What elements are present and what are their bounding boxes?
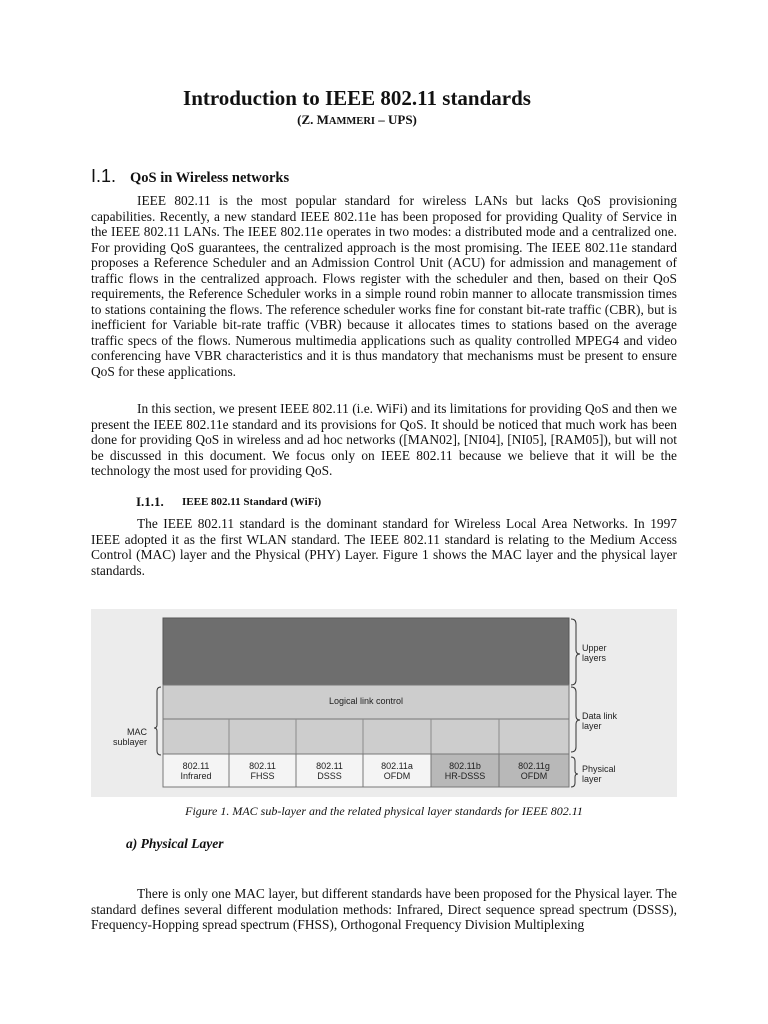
upper-layers-block bbox=[163, 618, 569, 685]
paragraph-section-overview: In this section, we present IEEE 802.11 (i.e. WiFi) and its limitations for providing QoS and then we present the IEEE 802.11e standard and its provisions for QoS. It should be noticed that much work has been done for providing QoS in wireless and ad hoc networks ([MAN02], [NI04], [NI05], [RAM05]), but will not be discussed in this document. We focus only on IEEE 802.11 because we believe that it will be the technology the most used for providing QoS. bbox=[91, 401, 677, 478]
right-brackets bbox=[571, 619, 580, 787]
mac-sublayer-block bbox=[163, 719, 569, 754]
document-title: Introduction to IEEE 802.11 standards bbox=[183, 86, 531, 110]
label-data-link-layer: Data link layer bbox=[582, 711, 618, 731]
label-upper-layers: Upper layers bbox=[582, 643, 607, 663]
author-smallcaps: AMMERI bbox=[328, 116, 375, 127]
phy-label-80211g: 802.11g OFDM bbox=[518, 761, 550, 781]
label-logical-link-control: Logical link control bbox=[328, 696, 404, 706]
paragraph-qos-intro: IEEE 802.11 is the most popular standard for wireless LANs but lacks QoS provisioning capabilities. Recently, a new standard IEEE 802.11e has been proposed for providing Quality of Service in the IEEE 802.11 LANs. The IEEE 802.11e operates in two modes: a distributed mode and a centralized one. For providing QoS guarantees, the centralized approach is the most promising. The IEEE 802.11e standard proposes a Reference Scheduler and an Admission Control Unit (ACU) for admission and management of traffic flows in the centralized approach. Flows register with the scheduler and then, based on their QoS requirements, the Reference Scheduler works in a simple round robin manner to allocate transmission times to stations containing the flows. The reference scheduler works fine for constant bit-rate traffic (CBR), but is inefficient for Variable bit-rate traffic (VBR) because it allocates times to stations based on the average traffic specs of the flows. Numerous multimedia applications such as quality controlled MPEG4 and video conferencing have VBR characteristics and it is thus mandatory that mechanisms must be present to ensure QoS for these applications. bbox=[91, 193, 677, 379]
mac-bracket bbox=[154, 687, 161, 755]
figure-caption: Figure 1. MAC sub-layer and the related physical layer standards for IEEE 802.11 bbox=[185, 804, 583, 818]
section-number: I.1. bbox=[91, 166, 117, 186]
author-close: – UPS) bbox=[374, 112, 417, 127]
phy-label-infrared: 802.11 Infrared bbox=[180, 761, 212, 781]
phy-label-dsss: 802.11 DSSS bbox=[316, 761, 343, 781]
phy-label-80211a: 802.11a OFDM bbox=[381, 761, 413, 781]
paragraph-80211-standard: The IEEE 802.11 standard is the dominant standard for Wireless Local Area Networks. In 1997 IEEE adopted it as the first WLAN standard. The IEEE 802.11 standard is relating to the Medium Access Control (MAC) layer and the Physical (PHY) Layer. Figure 1 shows the MAC layer and the physical layer standards. bbox=[91, 516, 677, 578]
author-open: (Z. M bbox=[297, 112, 329, 127]
subsection-number: I.1.1. bbox=[136, 494, 164, 509]
section-title: QoS in Wireless networks bbox=[130, 170, 290, 186]
physical-layer-heading: a) Physical Layer bbox=[126, 836, 224, 851]
label-physical-layer: Physical layer bbox=[582, 764, 616, 784]
figure-mac-layers bbox=[91, 609, 677, 797]
phy-label-fhss: 802.11 FHSS bbox=[249, 761, 276, 781]
phy-label-80211b: 802.11b HR-DSSS bbox=[444, 761, 486, 781]
subsection-title: IEEE 802.11 Standard (WiFi) bbox=[182, 496, 322, 508]
paragraph-physical-layer: There is only one MAC layer, but different standards have been proposed for the Physical layer. The standard defines several different modulation methods: Infrared, Direct sequence spread spectrum (DSSS), Frequency-Hopping spread spectrum (FHSS), Orthogonal Frequency Division Multiplexing bbox=[91, 886, 677, 932]
author-line bbox=[0, 112, 714, 128]
label-mac-sublayer: MAC sublayer bbox=[112, 727, 147, 747]
